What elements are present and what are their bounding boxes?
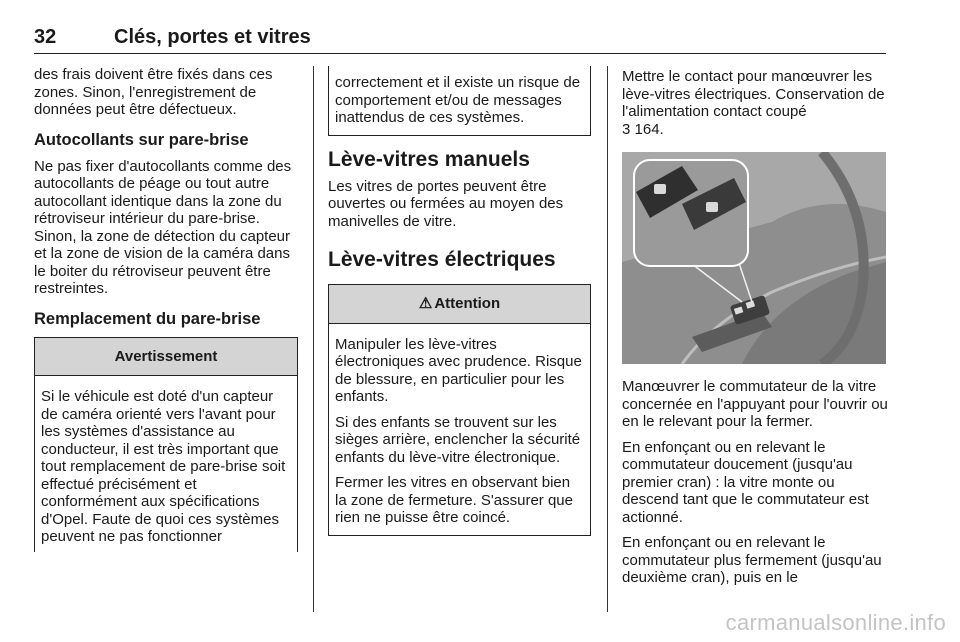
window-switch-photo [622, 152, 886, 364]
warning-title: Avertissement [35, 338, 297, 377]
column-1 [34, 66, 298, 552]
door-panel-illustration [622, 152, 886, 364]
warning-text: Si le véhicule est doté d'un capteur de caméra orienté vers l'avant pour les systèmes d'assistance au conducteur, il est très important que tout remplacement de pare-brise soit effectué précisément et conformément aux spécifications d'Opel. Faute de quoi ces systèmes peuvent ne pas fonctionner [41, 388, 286, 545]
manual-windows-heading: Lève-vitres manuels [328, 147, 530, 171]
sticker-paragraph: Ne pas fixer d'autocollants comme des autocollants de péage ou tout autre autocollant identique dans la zone du rétroviseur intérieur du pare-brise. Sinon, la zone de détection du capteur et la zone de vision de la caméra dans le boiter du rétroviseur peuvent être restreintes. [34, 157, 292, 297]
intro-paragraph: des frais doivent être fixés dans ces zones. Sinon, l'enregistrement de données peut être défectueux. [34, 66, 273, 118]
ignition-text: Mettre le contact pour manœuvrer les lève-vitres électriques. Conservation de l'alimentation contact coupé [622, 68, 885, 120]
warning-box-continued [328, 66, 591, 136]
warning-continued-text: correctement et il existe un risque de comportement et/ou de messages inattendus de ces systèmes. [335, 74, 581, 126]
attention-paragraph-1: Manipuler les lève-vitres électroniques avec prudence. Risque de blessure, en particulier pour les enfants. [335, 335, 582, 405]
header-divider [34, 53, 886, 54]
switch-paragraph: Manœuvrer le commutateur de la vitre concernée en l'appuyant pour l'ouvrir ou en le relevant pour la fermer. [622, 378, 888, 430]
page-number: 32 [34, 26, 57, 48]
column-2 [328, 66, 591, 536]
electric-windows-heading: Lève-vitres électriques [328, 248, 556, 271]
second-notch-paragraph: En enfonçant ou en relevant le commutateur plus fermement (jusqu'au deuxième cran), puis en le [622, 534, 882, 586]
attention-box [328, 284, 591, 536]
warning-triangle-icon: ⚠ [418, 295, 433, 312]
column-3 [622, 68, 888, 595]
page-title: Clés, portes et vitres [114, 26, 311, 48]
column-divider-2 [607, 66, 608, 612]
attention-title: Attention [434, 295, 501, 312]
manual-windows-paragraph: Les vitres de portes peuvent être ouvertes ou fermées au moyen des manivelles de vitre. [328, 177, 564, 230]
attention-title-bar [329, 285, 590, 324]
warning-box [34, 337, 298, 552]
attention-paragraph-3: Fermer les vitres en observant bien la zone de fermeture. S'assurer que rien ne puisse être coincé. [335, 474, 573, 526]
page-header [34, 26, 886, 52]
attention-paragraph-2: Si des enfants se trouvent sur les sièges arrière, enclencher la sécurité enfants du lève-vitre électronique. [335, 413, 581, 466]
sticker-heading: Autocollants sur pare-brise [34, 130, 249, 149]
page-reference: 3 164. [622, 120, 664, 138]
replace-heading: Remplacement du pare-brise [34, 309, 261, 328]
column-divider-1 [313, 66, 314, 612]
attention-body [329, 324, 590, 535]
first-notch-paragraph: En enfonçant ou en relevant le commutateur doucement (jusqu'au premier cran) : la vitre monte ou descend tant que le commutateur est actionné. [622, 438, 869, 526]
ignition-paragraph [622, 68, 888, 138]
watermark: carmanualsonline.info [725, 610, 946, 635]
